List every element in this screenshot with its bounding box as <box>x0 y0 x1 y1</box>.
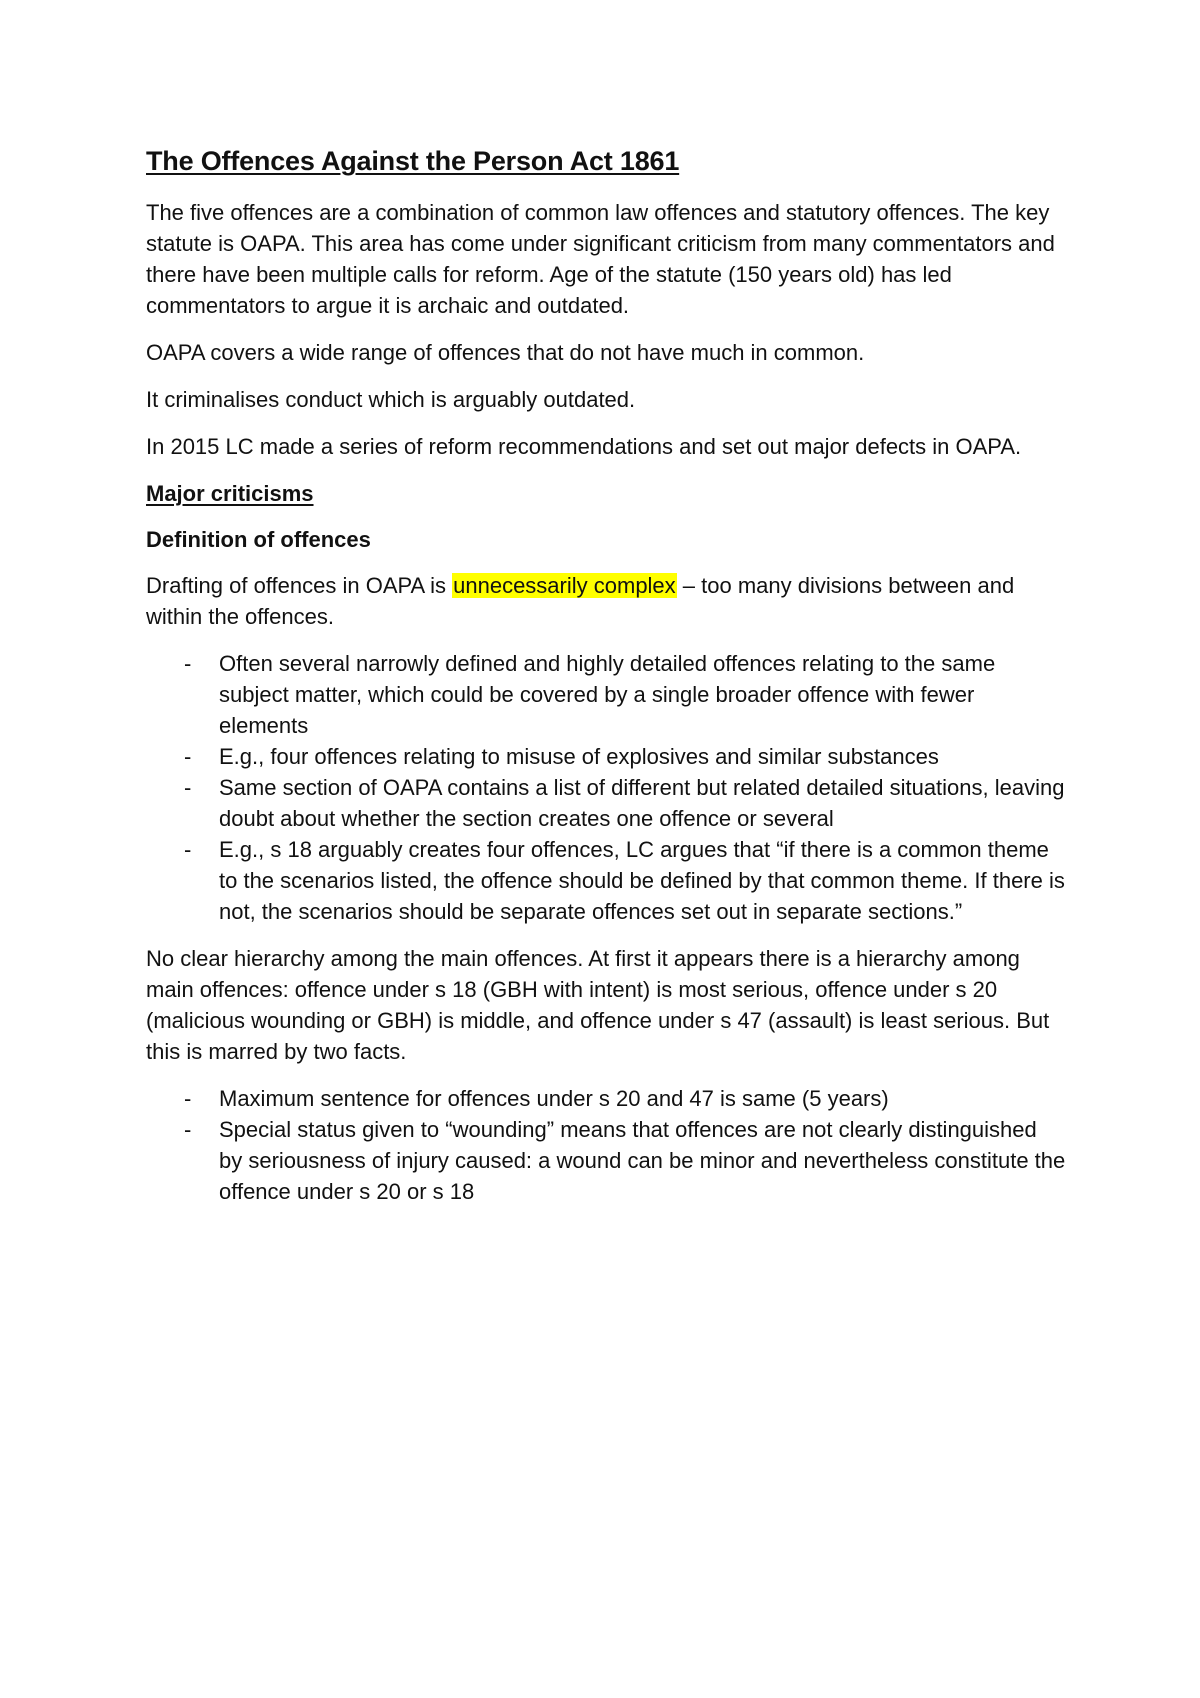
list-item <box>146 648 1066 741</box>
hierarchy-paragraph: No clear hierarchy among the main offences. At first it appears there is a hierarchy among main offences: offence under s 18 (GBH with intent) is most serious, offence under s 20 (malicious wounding or GBH) is middle, and offence under s 47 (assault) is least serious. But this is marred by two facts. <box>146 946 1050 1064</box>
list-item <box>146 741 1066 772</box>
list-item-text: E.g., four offences relating to misuse of explosives and similar substances <box>219 744 939 769</box>
document-title: The Offences Against the Person Act 1861 <box>146 146 680 176</box>
list-item-text: Special status given to “wounding” means that offences are not clearly distinguished by seriousness of injury caused: a wound can be minor and nevertheless constitute the offence under s 20 or s 18 <box>219 1117 1066 1204</box>
highlighted-phrase: unnecessarily complex <box>453 573 676 598</box>
lc-reform-paragraph: In 2015 LC made a series of reform recommendations and set out major defects in OAPA. <box>146 434 1022 459</box>
list-item <box>146 1114 1066 1207</box>
drafting-paragraph <box>146 570 1066 632</box>
dash-marker: - <box>184 744 192 769</box>
list-item-text: Often several narrowly defined and highly detailed offences relating to the same subject matter, which could be covered by a single broader offence with fewer elements <box>219 651 996 738</box>
list-item <box>146 772 1066 834</box>
dash-marker: - <box>184 1086 192 1111</box>
hierarchy-facts-list <box>146 1083 1066 1207</box>
outdated-paragraph: It criminalises conduct which is arguably outdated. <box>146 387 636 412</box>
dash-marker: - <box>184 651 192 676</box>
list-item <box>146 1083 1066 1114</box>
drafting-text-before: Drafting of offences in OAPA is <box>146 573 453 598</box>
list-item-text: E.g., s 18 arguably creates four offences, LC argues that “if there is a common theme to the scenarios listed, the offence should be defined by that common theme. If there is not, the scenarios should be separate offences set out in separate sections.” <box>219 837 1065 924</box>
drafting-text-after: – too many divisions between and within the offences. <box>146 573 1015 629</box>
list-item <box>146 834 1066 927</box>
list-item-text: Maximum sentence for offences under s 20 and 47 is same (5 years) <box>219 1086 889 1111</box>
dash-marker: - <box>184 1117 192 1142</box>
dash-marker: - <box>184 775 192 800</box>
document-body <box>146 145 1066 1223</box>
definition-criticisms-list <box>146 648 1066 927</box>
list-item-text: Same section of OAPA contains a list of different but related detailed situations, leaving doubt about whether the section creates one offence or several <box>219 775 1065 831</box>
major-criticisms-heading: Major criticisms <box>146 481 314 506</box>
dash-marker: - <box>184 837 192 862</box>
intro-paragraph: The five offences are a combination of common law offences and statutory offences. The key statute is OAPA. This area has come under significant criticism from many commentators and there have been multiple calls for reform. Age of the statute (150 years old) has led commentators to argue it is archaic and outdated. <box>146 200 1055 318</box>
definition-of-offences-heading: Definition of offences <box>146 527 371 552</box>
scope-paragraph: OAPA covers a wide range of offences that do not have much in common. <box>146 340 865 365</box>
